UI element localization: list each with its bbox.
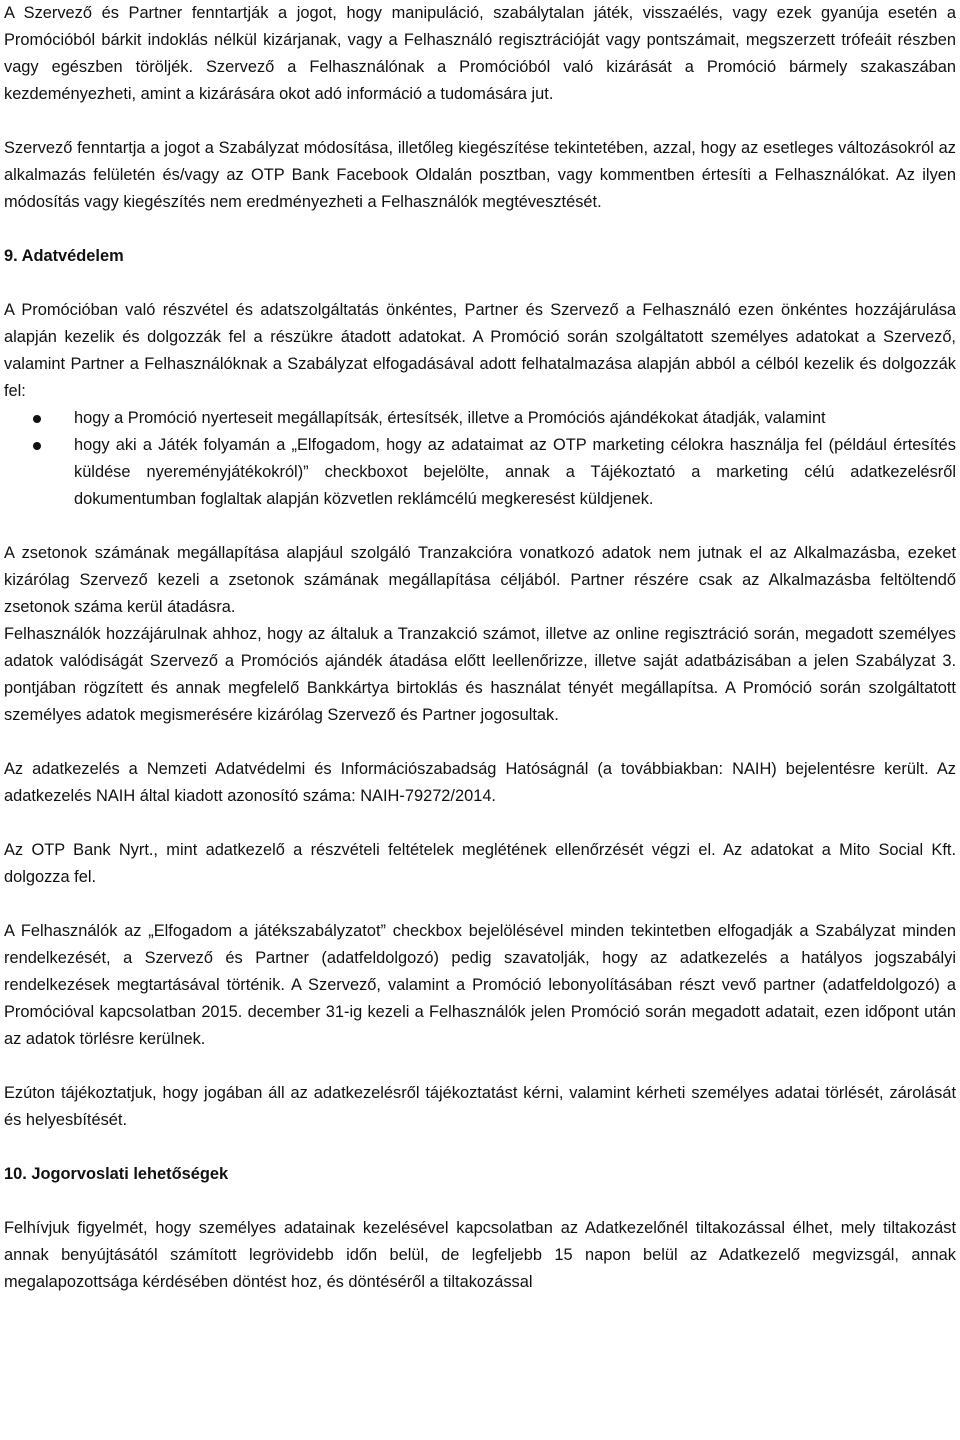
paragraph-token-data: A zsetonok számának megállapítása alapjául szolgáló Tranzakcióra vonatkozó adatok nem jutnak el az Alkalmazásba, ezeket kizárólag Szervező kezeli a zsetonok számának megállapítása céljából. Partner részére csak az Alkalmazásba feltöltendő zsetonok száma kerül átadásra. [4, 544, 956, 616]
bullet-icon [33, 442, 41, 450]
list-item [4, 405, 956, 432]
paragraph-objection-rights: Felhívjuk figyelmét, hogy személyes adatainak kezelésével kapcsolatban az Adatkezelőnél tiltakozással élhet, mely tiltakozást annak benyújtásától számított legrövidebb időn belül, de legfeljebb 15 napon belül az Adatkezelő megvizsgál, annak megalapozottsága kérdésében döntést hoz, és döntéséről a tiltakozással [4, 1219, 956, 1291]
paragraph-data-controller: Az OTP Bank Nyrt., mint adatkezelő a részvételi feltételek meglétének ellenőrzését végzi el. Az adatokat a Mito Social Kft. dolgozza fel. [4, 841, 956, 886]
paragraph-naih-registration: Az adatkezelés a Nemzeti Adatvédelmi és Információszabadság Hatóságnál (a továbbiakban: NAIH) bejelentésre került. Az adatkezelés NAIH által kiadott azonosító száma: NAIH-79272/2014. [4, 760, 956, 805]
paragraph-data-processing-purpose: A Promócióban való részvétel és adatszolgáltatás önkéntes, Partner és Szervező a Felhasználó ezen önkéntes hozzájárulása alapján kezelik és dolgozzák fel a részükre átadott adatokat. A Promóció során szolgáltatott személyes adatokat a Szervező, valamint Partner a Felhasználóknak a Szabályzat elfogadásával adott felhatalmazása alapján abból a célból kezelik és dolgozzák fel: [4, 301, 956, 400]
section-heading-legal-remedies: 10. Jogorvoslati lehetőségek [4, 1165, 229, 1183]
list-item-text: hogy aki a Játék folyamán a „Elfogadom, hogy az adataimat az OTP marketing célokra használja fel (például értesítés küldése nyereményjátékokról)” checkboxot bejelölte, annak a Tájékoztató a marketing célú adatkezelésről dokumentumban foglaltak alapján közvetlen reklámcélú megkeresést küldjenek. [74, 436, 956, 508]
document-page [4, 0, 956, 1296]
paragraph-exclusion-rights: A Szervező és Partner fenntartják a jogot, hogy manipuláció, szabálytalan játék, visszaélés, vagy ezek gyanúja esetén a Promócióból bárkit indoklás nélkül kizárjanak, vagy a Felhasználó regisztrációját vagy pontszámait, megszerzett trófeáit részben vagy egészben töröljék. Szervező a Felhasználónak a Promócióból való kizárását a Promóció bármely szakaszában kezdeményezheti, amint a kizárására okot adó információ a tudomására jut. [4, 4, 956, 103]
purpose-list [4, 405, 956, 513]
paragraph-user-consent: Felhasználók hozzájárulnak ahhoz, hogy az általuk a Tranzakció számot, illetve az online regisztráció során, megadott személyes adatok valódiságát Szervező a Promóciós ajándék átadása előtt leellenőrizze, illetve saját adatbázisában a jelen Szabályzat 3. pontjában rögzített és annak megfelelő Bankkártya birtoklás és használat tényét megállapítsa. A Promóció során szolgáltatott személyes adatok megismerésére kizárólag Szervező és Partner jogosultak. [4, 625, 956, 724]
paragraph-data-rights: Ezúton tájékoztatjuk, hogy jogában áll az adatkezelésről tájékoztatást kérni, valamint kérheti személyes adatai törlését, zárolását és helyesbítését. [4, 1084, 956, 1129]
paragraph-rules-modification: Szervező fenntartja a jogot a Szabályzat módosítása, illetőleg kiegészítése tekintetében, azzal, hogy az esetleges változásokról az alkalmazás felületén és/vagy az OTP Bank Facebook Oldalán posztban, vagy kommentben értesíti a Felhasználókat. Az ilyen módosítás vagy kiegészítés nem eredményezheti a Felhasználók megtévesztését. [4, 139, 956, 211]
bullet-icon [33, 415, 41, 423]
paragraph-acceptance: A Felhasználók az „Elfogadom a játékszabályzatot” checkbox bejelölésével minden tekintetben elfogadják a Szabályzat minden rendelkezését, a Szervező és Partner (adatfeldolgozó) pedig szavatolják, hogy az adatkezelés a hatályos jogszabályi rendelkezések megtartásával történik. A Szervező, valamint a Promóció lebonyolításában részt vevő partner (adatfeldolgozó) a Promócióval kapcsolatban 2015. december 31-ig kezeli a Felhasználók jelen Promóció során megadott adatait, ezen időpont után az adatok törlésre kerülnek. [4, 922, 956, 1048]
list-item [4, 432, 956, 513]
list-item-text: hogy a Promóció nyerteseit megállapítsák, értesítsék, illetve a Promóciós ajándékokat átadják, valamint [74, 409, 826, 427]
section-heading-data-protection: 9. Adatvédelem [4, 247, 124, 265]
